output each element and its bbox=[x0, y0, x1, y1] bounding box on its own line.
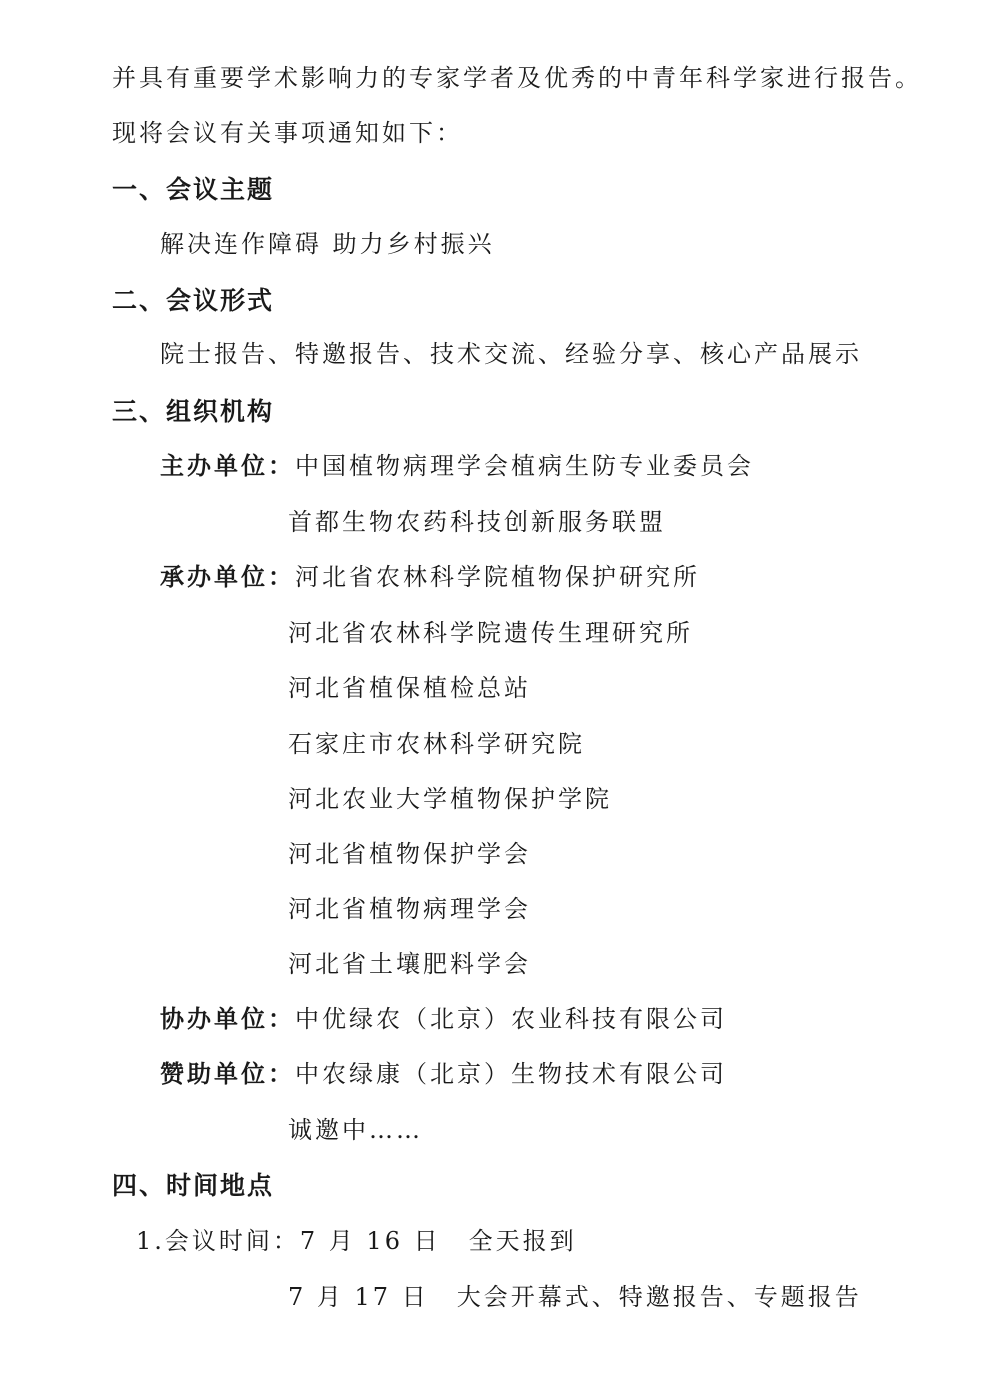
schedule-date: 7 月 16 日 bbox=[299, 1227, 441, 1255]
section-3-heading: 三、组织机构 bbox=[112, 397, 275, 426]
organizer-label: 承办单位： bbox=[160, 563, 295, 591]
section-4-heading: 四、时间地点 bbox=[112, 1171, 275, 1200]
section-1-text: 解决连作障碍 助力乡村振兴 bbox=[160, 230, 495, 258]
sponsor-more: 诚邀中…… bbox=[288, 1116, 423, 1144]
organizer-name: 石家庄市农林科学研究院 bbox=[288, 730, 585, 758]
organizer-name: 河北省农林科学院遗传生理研究所 bbox=[288, 619, 693, 647]
organizer-row-1 bbox=[160, 561, 700, 593]
intro-line-1: 并具有重要学术影响力的专家学者及优秀的中青年科学家进行报告。 bbox=[112, 64, 922, 92]
schedule-event: 全天报到 bbox=[468, 1227, 577, 1255]
schedule-row-2 bbox=[288, 1281, 862, 1313]
section-2-text: 院士报告、特邀报告、技术交流、经验分享、核心产品展示 bbox=[160, 340, 862, 368]
schedule-date: 7 月 17 日 bbox=[288, 1283, 429, 1311]
sponsor-name: 中农绿康（北京）生物技术有限公司 bbox=[295, 1060, 727, 1088]
host-name: 中国植物病理学会植病生防专业委员会 bbox=[295, 452, 754, 480]
organizer-name: 河北省土壤肥料学会 bbox=[288, 950, 531, 978]
sponsor-row bbox=[160, 1058, 727, 1090]
organizer-name: 河北省植物病理学会 bbox=[288, 895, 531, 923]
intro-line-2: 现将会议有关事项通知如下： bbox=[112, 119, 463, 147]
section-2-heading: 二、会议形式 bbox=[112, 286, 275, 315]
schedule-row-1 bbox=[136, 1225, 577, 1257]
co-organizer-row bbox=[160, 1003, 727, 1035]
co-organizer-name: 中优绿农（北京）农业科技有限公司 bbox=[295, 1005, 727, 1033]
schedule-event: 大会开幕式、特邀报告、专题报告 bbox=[456, 1283, 862, 1311]
organizer-name: 河北省植物保护学会 bbox=[288, 840, 531, 868]
host-label: 主办单位： bbox=[160, 452, 295, 480]
sponsor-label: 赞助单位： bbox=[160, 1060, 295, 1088]
section-1-heading: 一、会议主题 bbox=[112, 175, 275, 204]
host-name: 首都生物农药科技创新服务联盟 bbox=[288, 508, 666, 536]
time-label: 1.会议时间： bbox=[136, 1227, 300, 1255]
host-row-1 bbox=[160, 450, 754, 482]
co-organizer-label: 协办单位： bbox=[160, 1005, 295, 1033]
organizer-name: 河北省植保植检总站 bbox=[288, 674, 531, 702]
organizer-name: 河北农业大学植物保护学院 bbox=[288, 785, 612, 813]
organizer-name: 河北省农林科学院植物保护研究所 bbox=[295, 563, 700, 591]
